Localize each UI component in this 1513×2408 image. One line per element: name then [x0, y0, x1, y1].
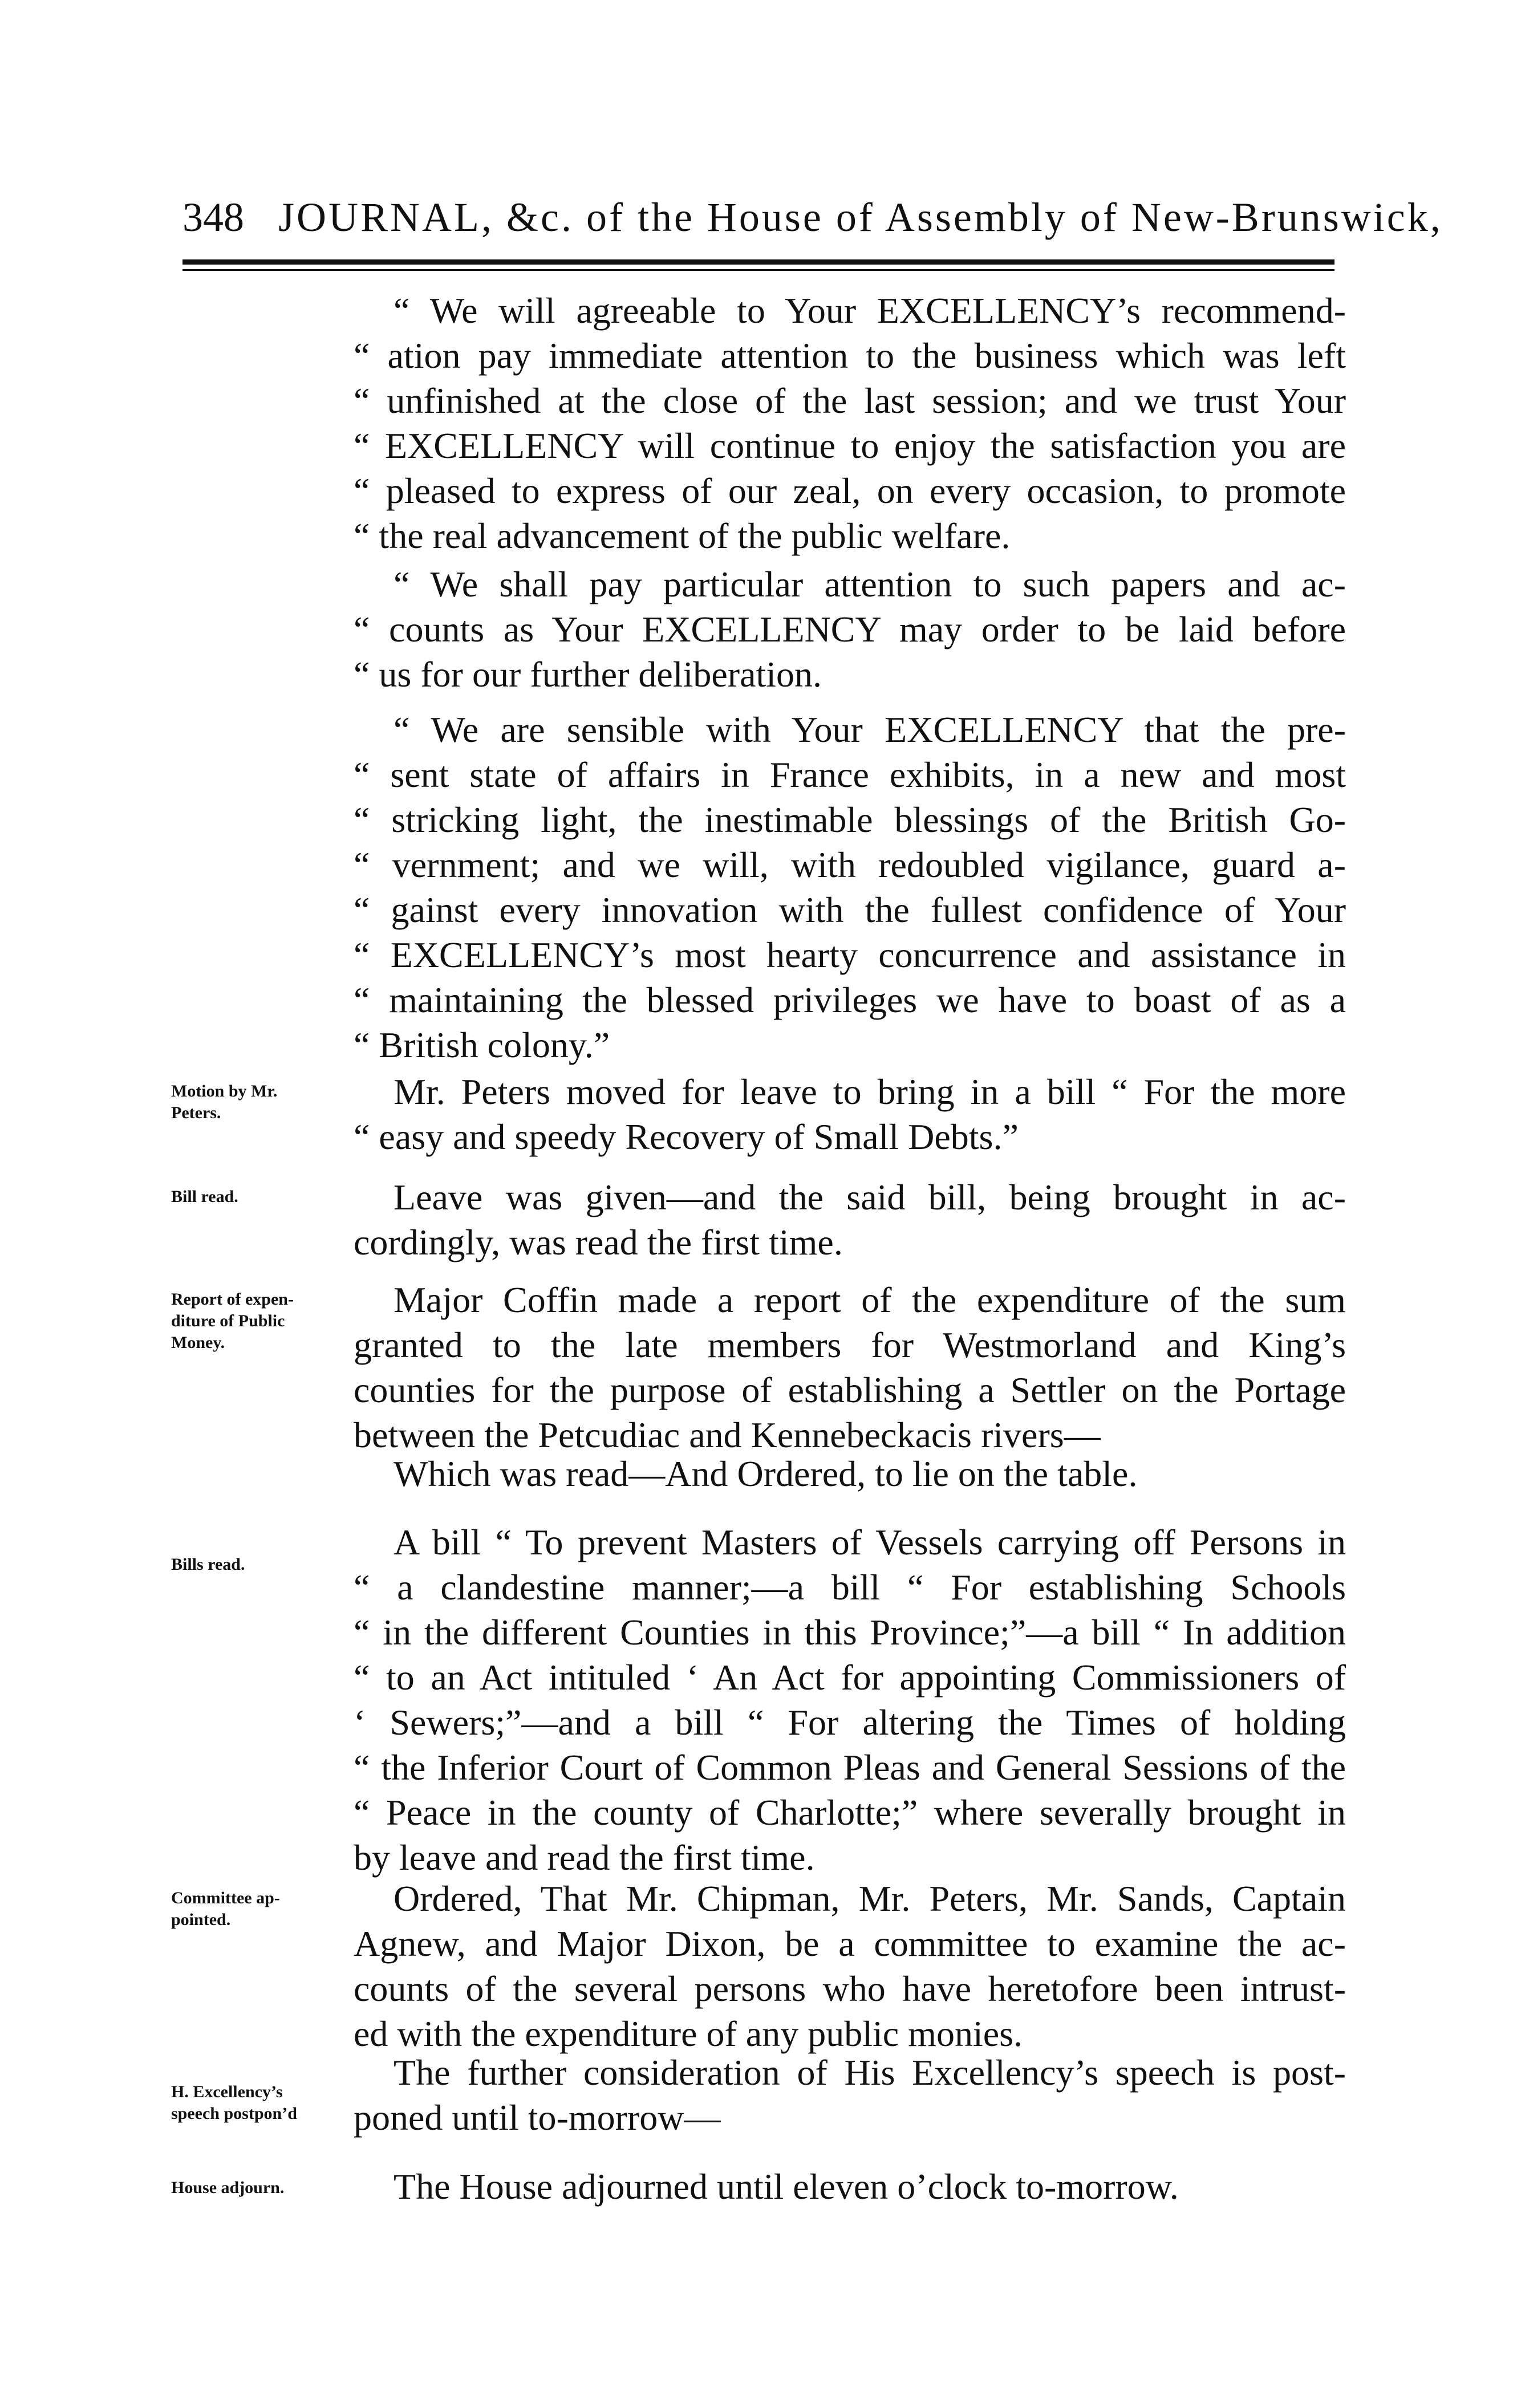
entry-house-adjourned: [354, 2164, 1346, 2209]
running-title: JOURNAL, &c. of the House of Assembly of New-Brunswick,: [278, 194, 1443, 240]
text-line: “ We will agreeable to Your EXCELLENCY’s recommend-: [394, 290, 1346, 331]
text-line: Ordered, That Mr. Chipman, Mr. Peters, Mr. Sands, Captain: [394, 1878, 1346, 1919]
margin-note-line: Motion by Mr.: [171, 1082, 278, 1101]
address-paragraph-3: [354, 707, 1346, 1067]
text-line: ‘ Sewers;”—and a bill “ For altering the Times of holding: [354, 1702, 1346, 1743]
text-line: The House adjourned until eleven o’clock to-morrow.: [394, 2166, 1179, 2207]
margin-note-line: House adjourn.: [171, 2178, 285, 2197]
text-line: “ British colony.”: [354, 1025, 610, 1065]
text-line: Major Coffin made a report of the expenditure of the sum: [394, 1280, 1346, 1320]
margin-note-line: pointed.: [171, 1910, 231, 1929]
margin-note-bills-read: [171, 1554, 331, 1575]
entry-ordered-table: [354, 1451, 1346, 1496]
text-line: “ a clandestine manner;—a bill “ For establishing Schools: [354, 1567, 1346, 1607]
text-line: “ in the different Counties in this Province;”—a bill “ In addition: [354, 1612, 1346, 1652]
margin-note-line: Committee ap-: [171, 1889, 280, 1907]
text-line: cordingly, was read the first time.: [354, 1222, 843, 1262]
text-line: “ Peace in the county of Charlotte;” where severally brought in: [354, 1792, 1346, 1833]
entry-committee: [354, 1876, 1346, 2056]
margin-note-committee: [171, 1887, 331, 1931]
margin-note-line: Bills read.: [171, 1555, 245, 1574]
margin-note-line: Money.: [171, 1333, 225, 1352]
margin-note-line: speech postpon’d: [171, 2104, 297, 2123]
text-line: “ counts as Your EXCELLENCY may order to be laid before: [354, 609, 1346, 649]
text-line: “ We shall pay particular attention to such papers and ac-: [394, 564, 1346, 604]
address-paragraph-2: [354, 562, 1346, 697]
text-line: counts of the several persons who have heretofore been intrust-: [354, 1968, 1346, 2009]
text-line: “ gainst every innovation with the fullest confidence of Your: [354, 890, 1346, 930]
text-line: “ maintaining the blessed privileges we have to boast of as a: [354, 980, 1346, 1020]
margin-note-motion: [171, 1081, 331, 1124]
page-header: [182, 194, 1443, 257]
text-line: “ the real advancement of the public welfare.: [354, 515, 1011, 556]
text-line: The further consideration of His Excellency’s speech is post-: [394, 2052, 1346, 2093]
text-line: by leave and read the first time.: [354, 1837, 815, 1878]
entry-bills-read: [354, 1520, 1346, 1880]
text-line: “ EXCELLENCY will continue to enjoy the satisfaction you are: [354, 425, 1346, 466]
header-rule-thick: [182, 259, 1334, 265]
margin-note-report: [171, 1289, 331, 1354]
text-line: Mr. Peters moved for leave to bring in a bill “ For the more: [394, 1071, 1346, 1112]
entry-bill-read: [354, 1175, 1346, 1265]
text-line: between the Petcudiac and Kennebeckacis rivers—: [354, 1415, 1101, 1455]
text-line: counties for the purpose of establishing a Settler on the Portage: [354, 1370, 1346, 1410]
text-line: A bill “ To prevent Masters of Vessels carrying off Persons in: [394, 1522, 1346, 1562]
margin-note-line: Report of expen-: [171, 1290, 294, 1309]
text-line: poned until to-morrow—: [354, 2097, 721, 2138]
text-line: “ stricking light, the inestimable blessings of the British Go-: [354, 799, 1346, 840]
margin-note-bill-read: [171, 1186, 331, 1208]
text-line: granted to the late members for Westmorland and King’s: [354, 1325, 1346, 1365]
text-line: Leave was given—and the said bill, being brought in ac-: [394, 1177, 1346, 1217]
text-line: “ easy and speedy Recovery of Small Debts.”: [354, 1116, 1019, 1157]
margin-note-house-adjourn: [171, 2177, 331, 2199]
margin-note-line: diture of Public: [171, 1311, 285, 1330]
text-line: Agnew, and Major Dixon, be a committee to examine the ac-: [354, 1923, 1346, 1964]
text-line: “ to an Act intituled ‘ An Act for appointing Commissioners of: [354, 1657, 1346, 1698]
margin-note-line: Peters.: [171, 1103, 221, 1122]
text-line: “ We are sensible with Your EXCELLENCY that the pre-: [394, 709, 1346, 750]
text-line: “ the Inferior Court of Common Pleas and General Sessions of the: [354, 1747, 1346, 1788]
entry-speech-postponed: [354, 2050, 1346, 2140]
entry-report: [354, 1277, 1346, 1457]
text-line: “ unfinished at the close of the last session; and we trust Your: [354, 380, 1346, 421]
margin-note-speech-postponed: [171, 2081, 331, 2125]
margin-note-line: H. Excellency’s: [171, 2082, 283, 2101]
margin-note-line: Bill read.: [171, 1187, 238, 1206]
text-line: Which was read—And Ordered, to lie on the table.: [394, 1453, 1138, 1494]
text-line: “ ation pay immediate attention to the business which was left: [354, 335, 1346, 376]
text-line: “ sent state of affairs in France exhibits, in a new and most: [354, 754, 1346, 795]
address-paragraph-1: [354, 288, 1346, 558]
text-line: “ vernment; and we will, with redoubled vigilance, guard a-: [354, 844, 1346, 885]
page-number: 348: [182, 194, 244, 240]
text-line: “ EXCELLENCY’s most hearty concurrence and assistance in: [354, 935, 1346, 975]
header-rule-thin: [182, 269, 1334, 271]
text-line: “ pleased to express of our zeal, on every occasion, to promote: [354, 470, 1346, 511]
entry-motion: [354, 1069, 1346, 1159]
text-line: ed with the expenditure of any public monies.: [354, 2013, 1023, 2054]
text-line: “ us for our further deliberation.: [354, 654, 822, 695]
